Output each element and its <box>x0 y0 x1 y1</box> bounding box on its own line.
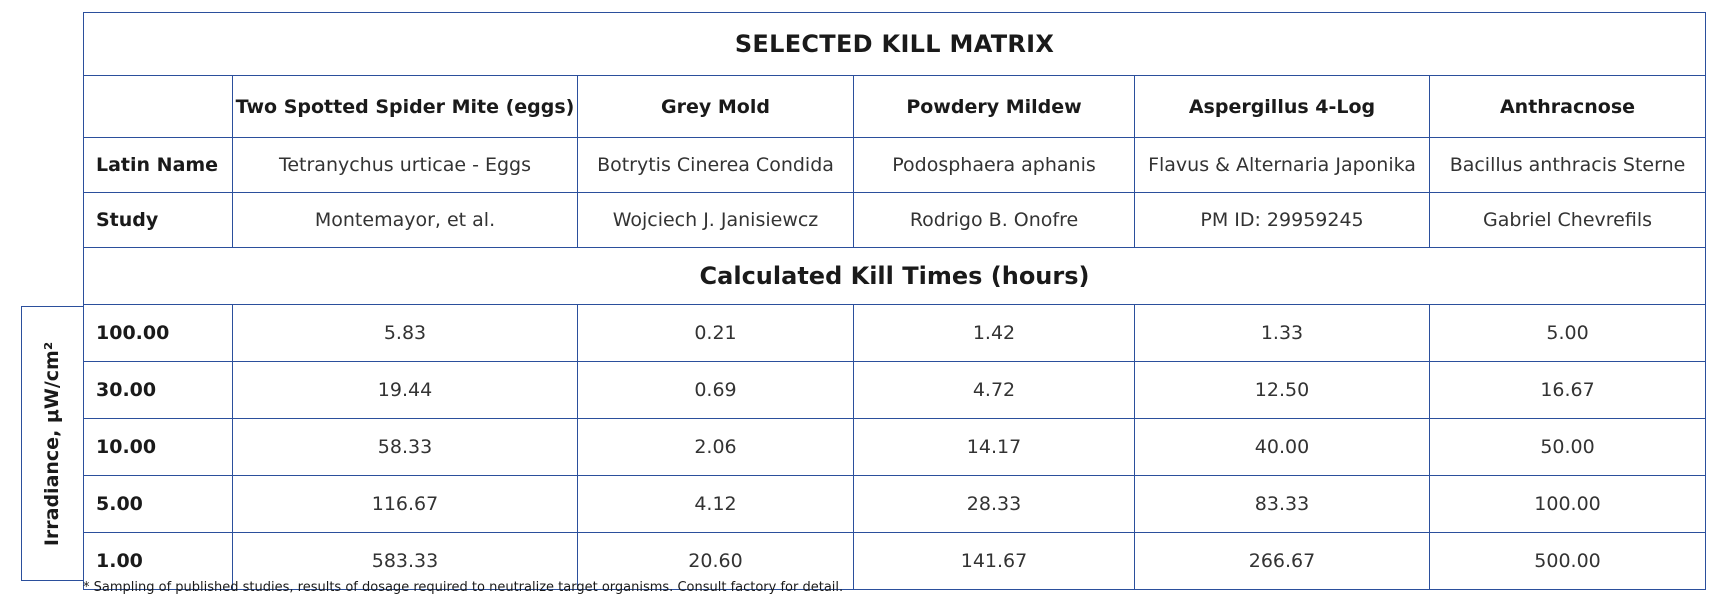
study-cell: Montemayor, et al. <box>233 193 578 248</box>
kill-time-cell: 2.06 <box>578 419 854 476</box>
table-row <box>84 362 1706 419</box>
irradiance-value: 30.00 <box>84 362 233 419</box>
organism-header-row <box>84 76 1706 138</box>
kill-time-cell: 100.00 <box>1430 476 1706 533</box>
kill-time-cell: 583.33 <box>233 533 578 590</box>
column-header: Anthracnose <box>1430 76 1706 138</box>
table-row <box>84 419 1706 476</box>
matrix-title: SELECTED KILL MATRIX <box>84 13 1706 76</box>
irradiance-value: 10.00 <box>84 419 233 476</box>
kill-time-cell: 5.00 <box>1430 305 1706 362</box>
kill-time-cell: 1.42 <box>854 305 1135 362</box>
irradiance-value: 100.00 <box>84 305 233 362</box>
study-cell: PM ID: 29959245 <box>1135 193 1430 248</box>
kill-time-cell: 14.17 <box>854 419 1135 476</box>
kill-time-cell: 116.67 <box>233 476 578 533</box>
column-header: Powdery Mildew <box>854 76 1135 138</box>
kill-time-cell: 4.72 <box>854 362 1135 419</box>
study-cell: Gabriel Chevrefils <box>1430 193 1706 248</box>
latin-name-cell: Flavus & Alternaria Japonika <box>1135 138 1430 193</box>
kill-time-cell: 0.21 <box>578 305 854 362</box>
kill-time-cell: 50.00 <box>1430 419 1706 476</box>
section-title: Calculated Kill Times (hours) <box>84 248 1706 305</box>
irradiance-axis-label: Irradiance, μW/cm² <box>41 341 63 547</box>
kill-time-cell: 12.50 <box>1135 362 1430 419</box>
latin-name-label: Latin Name <box>84 138 233 193</box>
kill-time-cell: 40.00 <box>1135 419 1430 476</box>
study-row <box>84 193 1706 248</box>
kill-time-cell: 58.33 <box>233 419 578 476</box>
kill-time-cell: 16.67 <box>1430 362 1706 419</box>
kill-time-cell: 5.83 <box>233 305 578 362</box>
latin-name-cell: Bacillus anthracis Sterne <box>1430 138 1706 193</box>
kill-time-cell: 1.33 <box>1135 305 1430 362</box>
study-cell: Wojciech J. Janisiewcz <box>578 193 854 248</box>
kill-time-cell: 266.67 <box>1135 533 1430 590</box>
kill-time-cell: 19.44 <box>233 362 578 419</box>
kill-time-cell: 4.12 <box>578 476 854 533</box>
study-label: Study <box>84 193 233 248</box>
kill-time-cell: 141.67 <box>854 533 1135 590</box>
column-header: Grey Mold <box>578 76 854 138</box>
column-header: Two Spotted Spider Mite (eggs) <box>233 76 578 138</box>
kill-time-cell: 500.00 <box>1430 533 1706 590</box>
kill-time-cell: 28.33 <box>854 476 1135 533</box>
header-corner-cell <box>84 76 233 138</box>
table-row <box>84 476 1706 533</box>
kill-time-cell: 20.60 <box>578 533 854 590</box>
table-row <box>84 305 1706 362</box>
irradiance-value: 1.00 <box>84 533 233 590</box>
footnote: * Sampling of published studies, results of dosage required to neutralize target organisms. Consult factory for detail. <box>83 580 844 595</box>
study-cell: Rodrigo B. Onofre <box>854 193 1135 248</box>
kill-matrix-table <box>83 12 1706 590</box>
kill-time-cell: 83.33 <box>1135 476 1430 533</box>
column-header: Aspergillus 4-Log <box>1135 76 1430 138</box>
latin-name-cell: Podosphaera aphanis <box>854 138 1135 193</box>
kill-time-cell: 0.69 <box>578 362 854 419</box>
latin-name-cell: Botrytis Cinerea Condida <box>578 138 854 193</box>
latin-name-row <box>84 138 1706 193</box>
irradiance-value: 5.00 <box>84 476 233 533</box>
latin-name-cell: Tetranychus urticae - Eggs <box>233 138 578 193</box>
